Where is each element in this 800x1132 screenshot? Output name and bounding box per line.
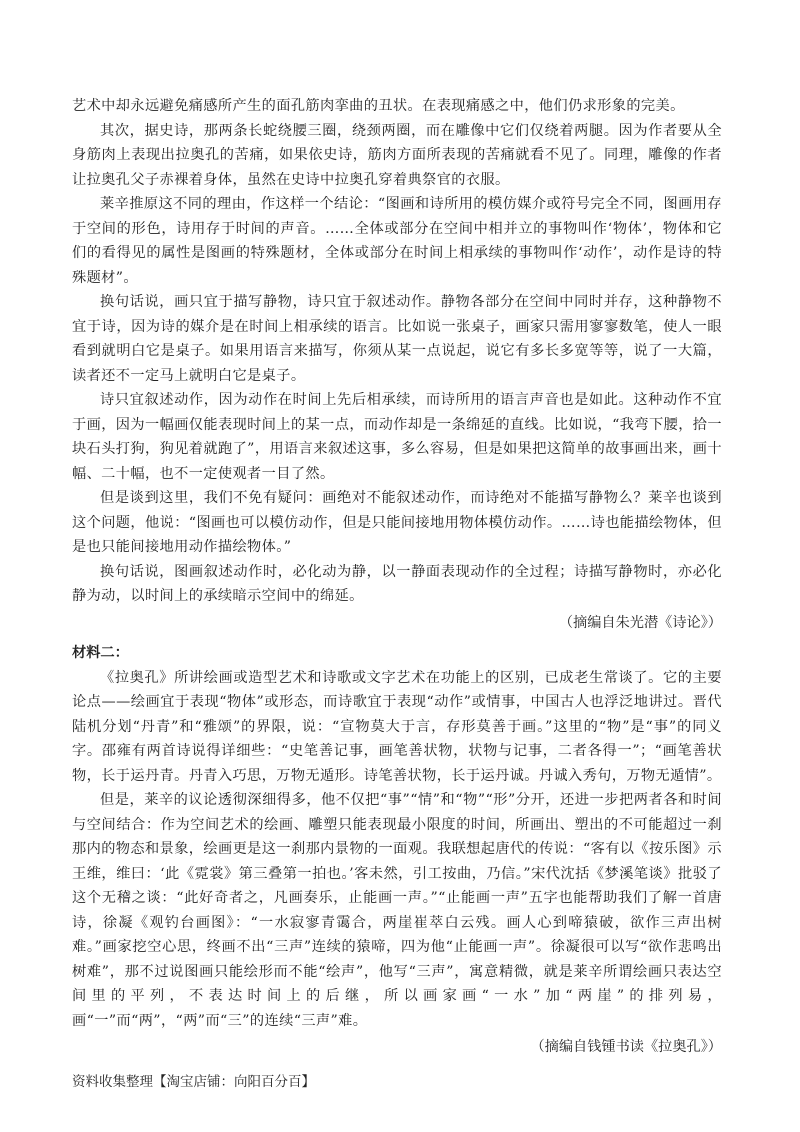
section-heading: 材料二： bbox=[72, 645, 129, 661]
paragraph: 诗只宜叙述动作，因为动作在时间上先后相承续，而诗所用的语言声音也是如此。这种动作不宜于画，因为一幅画仅能表现时间上的某一点，而动作却是一条绵延的直线。比如说，“我弯下腰，拾一块石头打狗，狗见着就跑了”，用语言来叙述这事，多么容易，但是如果把这简单的故事画出来，画十幅、二十幅，也不一定使观者一目了然。 bbox=[72, 392, 722, 482]
footer-note: 资料收集整理【淘宝店铺：向阳百分百】 bbox=[72, 1074, 315, 1090]
paragraph: 其次，据史诗，那两条长蛇绕腰三圈，绕颈两圈，而在雕像中它们仅绕着两腿。因为作者要从全身筋肉上表现出拉奥孔的苦痛，如果依史诗，筋肉方面所表现的苦痛就看不见了。同理，雕像的作者让拉奥孔父子赤裸着身体，虽然在史诗中拉奥孔穿着典祭官的衣服。 bbox=[72, 122, 722, 188]
paragraph: 《拉奥孔》所讲绘画或造型艺术和诗歌或文字艺术在功能上的区别，已成老生常谈了。它的主要论点——绘画宜于表现“物体”或形态，而诗歌宜于表现“动作”或情事，中国古人也浮泛地讲过。晋代陆机分划“丹青”和“雅颂”的界限，说：“宣物莫大于言，存形莫善于画。”这里的“物”是“事”的同义字。邵雍有两首诗说得详细些：“史笔善记事，画笔善状物，状物与记事，二者各得一”；“画笔善状物，长于运丹青。丹青入巧思，万物无遁形。诗笔善状物，长于运丹诚。丹诚入秀句，万物无遁情”。 bbox=[72, 669, 722, 784]
paragraph: 但是谈到这里，我们不免有疑问：画绝对不能叙述动作，而诗绝对不能描写静物么？莱辛也谈到这个问题，他说：“图画也可以模仿动作，但是只能间接地用物体模仿动作。……诗也能描绘物体，但是也只能间接地用动作描绘物体。” bbox=[72, 490, 722, 555]
paragraph: 但是，莱辛的议论透彻深细得多，他不仅把“事”“情”和“物”“形”分开，还进一步把两者各和时间与空间结合：作为空间艺术的绘画、雕塑只能表现最小限度的时间，所画出、塑出的不可能超过一刹那内的物态和景象，绘画更是这一刹那内景物的一面观。我联想起唐代的传说：“客有以《按乐图》示王维，维曰：‘此《霓裳》第三叠第一拍也。’客未然，引工按曲，乃信。”宋代沈括《梦溪笔谈》批驳了这个无稽之谈：“此好奇者之，凡画奏乐，止能画一声。”“止能画一声”五字也能帮助我们了解一首唐诗，徐凝《观钓台画图》：“一水寂寥青霭合，两崖崔萃白云残。画人心到啼猿破，欲作三声出树难。”画家挖空心思，终画不出“三声”连续的猿啼，四为他“止能画一声”。徐凝很可以写“欲作悲鸣出树难”，那不过说图画只能绘形而不能“绘声”，他写“三声”，寓意精微，就是莱辛所谓绘画只表达空间里的平列，不表达时间上的后继，所以画家画“一水”加“两崖”的排列易，画“一”而“两”，“两”而“三”的连续“三声”难。 bbox=[72, 792, 722, 1029]
document-body bbox=[72, 94, 722, 1066]
source-citation: （摘编自朱光潜《诗论》） bbox=[558, 614, 722, 631]
source-citation: （摘编自钱锺书读《拉奥孔》） bbox=[530, 1039, 722, 1055]
paragraph: 换句话说，画只宜于描写静物，诗只宜于叙述动作。静物各部分在空间中同时并存，这种静物不宜于诗，因为诗的媒介是在时间上相承续的语言。比如说一张桌子，画家只需用寥寥数笔，使人一眼看到就明白它是桌子。如果用语言来描写，你须从某一点说起，说它有多长多宽等等，说了一大篇，读者还不一定马上就明白它是桌子。 bbox=[72, 294, 722, 384]
paragraph: 换句话说，图画叙述动作时，必化动为静，以一静面表现动作的全过程；诗描写静物时，亦必化静为动，以时间上的承续暗示空间中的绵延。 bbox=[72, 563, 722, 604]
paragraph: 艺术中却永远避免痛感所产生的面孔筋肉挛曲的丑状。在表现痛感之中，他们仍求形象的完美。 bbox=[72, 98, 685, 114]
paragraph: 莱辛推原这不同的理由，作这样一个结论：“图画和诗所用的模仿媒介或符号完全不同，图画用存于空间的形色，诗用存于时间的声音。……全体或部分在空间中相并立的事物叫作‘物体’，物体和它们的看得见的属性是图画的特殊题材，全体或部分在时间上相承续的事物叫作‘动作’，动作是诗的特殊题材”。 bbox=[72, 196, 722, 286]
